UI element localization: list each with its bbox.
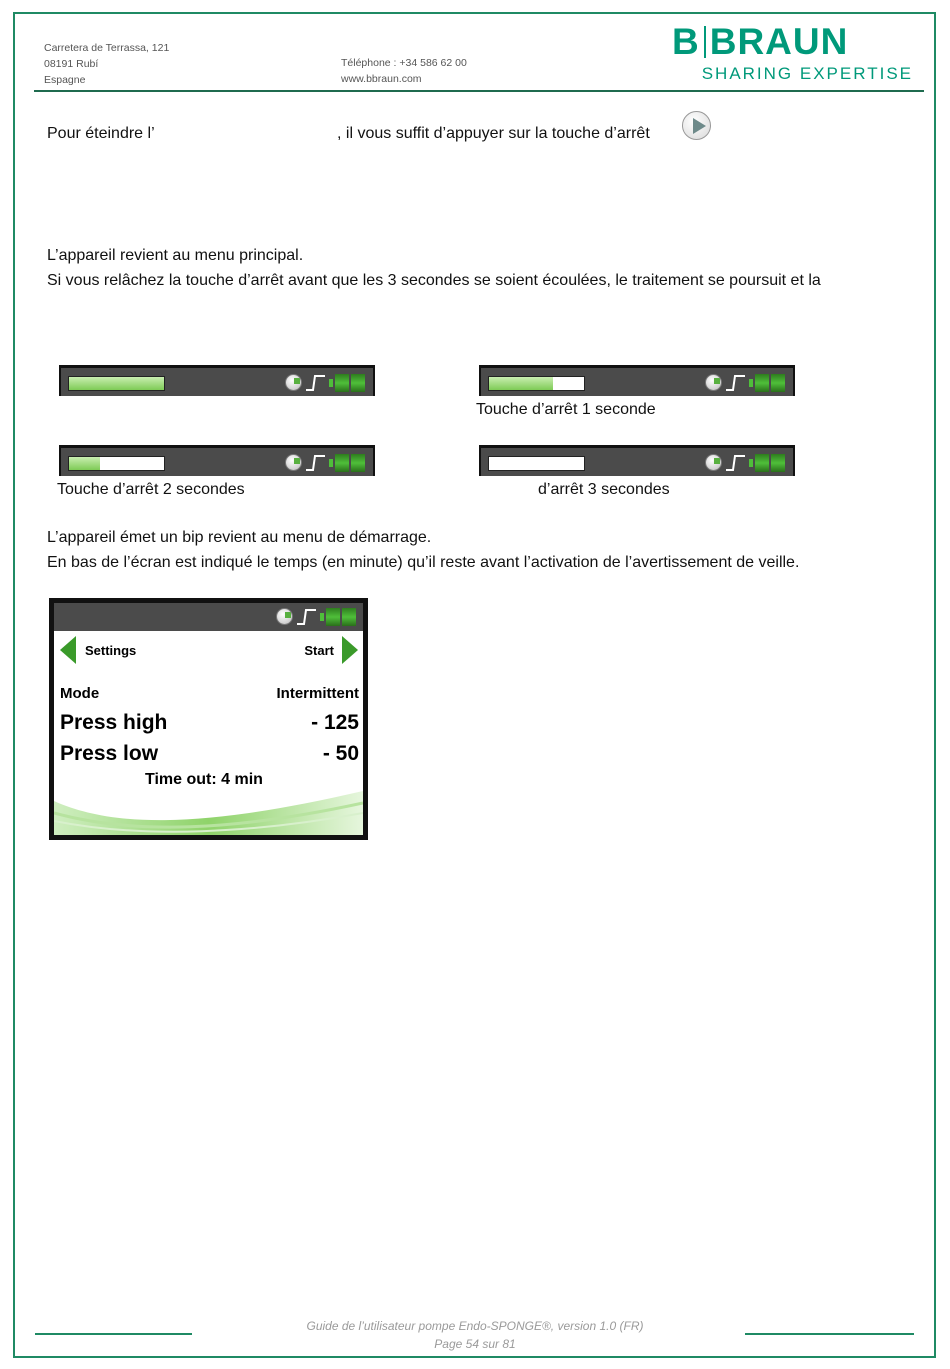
para3-line2: En bas de l’écran est indiqué le temps (en minute) qu’il reste avant l’activation de l’avertissement de veille. <box>47 554 800 571</box>
para2-line1: L’appareil revient au menu principal. <box>47 247 304 264</box>
caption-1s: Touche d’arrêt 1 seconde <box>476 401 656 418</box>
clock-icon <box>705 374 722 391</box>
progress-fill <box>69 457 100 470</box>
clock-icon <box>276 608 293 625</box>
logo-b: B <box>672 21 700 62</box>
para3-line1: L’appareil émet un bip revient au menu de démarrage. <box>47 529 432 546</box>
stop-progress-bar <box>68 456 165 471</box>
stop-progress-bar <box>488 376 585 391</box>
logo-separator <box>704 26 706 58</box>
status-bar-1s <box>479 365 795 396</box>
pressure-wave-icon <box>296 607 318 627</box>
caption-2s: Touche d’arrêt 2 secondes <box>57 481 245 498</box>
press-high-value: - 125 <box>311 711 359 734</box>
pressure-wave-icon <box>305 453 327 473</box>
arrow-left-icon[interactable] <box>60 636 76 664</box>
settings-nav[interactable]: Settings <box>85 643 137 658</box>
arrow-right-icon[interactable] <box>342 636 358 664</box>
address-line-1: Carretera de Terrassa, 121 <box>44 42 170 54</box>
company-contact <box>341 55 467 87</box>
mode-label: Mode <box>60 685 100 702</box>
stop-progress-bar <box>488 456 585 471</box>
battery-icon <box>749 374 787 392</box>
press-high-label: Press high <box>60 711 168 734</box>
press-low-value: - 50 <box>322 742 359 765</box>
status-icons <box>285 451 375 475</box>
para2-line2: Si vous relâchez la touche d’arrêt avant que les 3 secondes se soient écoulées, le traitement se poursuit et la <box>47 272 821 289</box>
logo-tagline: SHARING EXPERTISE <box>701 64 913 83</box>
device-start-screen <box>49 598 368 840</box>
stop-key-icon <box>682 111 711 140</box>
battery-icon <box>320 608 358 626</box>
caption-3s: d’arrêt 3 secondes <box>538 481 670 498</box>
clock-icon <box>705 454 722 471</box>
timeout-text: Time out: 4 min <box>145 771 263 788</box>
company-address <box>44 40 169 88</box>
pressure-wave-icon <box>305 373 327 393</box>
progress-fill <box>489 377 553 390</box>
play-triangle-icon <box>693 118 706 134</box>
para1-start: Pour éteindre l’ <box>47 125 155 142</box>
address-line-2: 08191 Rubí <box>44 58 99 70</box>
footer-rule-right <box>745 1333 914 1335</box>
footer-rule-left <box>35 1333 192 1335</box>
battery-icon <box>329 454 367 472</box>
footer-page-number: Page 54 sur 81 <box>434 1337 516 1351</box>
status-bar-full <box>59 365 375 396</box>
footer-guide-title: Guide de l’utilisateur pompe Endo-SPONGE®, version 1.0 (FR) <box>306 1319 644 1333</box>
mode-value: Intermittent <box>276 685 359 702</box>
status-icons <box>705 371 795 395</box>
battery-icon <box>329 374 367 392</box>
clock-icon <box>285 374 302 391</box>
para1-end: , il vous suffit d’appuyer sur la touche d’arrêt <box>337 125 650 142</box>
status-bar-3s <box>479 445 795 476</box>
status-bar-2s <box>59 445 375 476</box>
stop-progress-bar <box>68 376 165 391</box>
logo-wordmark <box>672 22 848 62</box>
address-line-3: Espagne <box>44 74 86 86</box>
logo-braun: BRAUN <box>709 21 849 62</box>
start-nav[interactable]: Start <box>304 643 334 658</box>
device-status-bar <box>54 603 363 631</box>
website-link[interactable]: www.bbraun.com <box>341 73 422 85</box>
pressure-wave-icon <box>725 373 747 393</box>
press-low-label: Press low <box>60 742 159 765</box>
phone-number: Téléphone : +34 586 62 00 <box>341 57 467 69</box>
status-icons <box>276 605 366 629</box>
battery-icon <box>749 454 787 472</box>
progress-fill <box>69 377 164 390</box>
pressure-wave-icon <box>725 453 747 473</box>
status-icons <box>705 451 795 475</box>
header-divider <box>34 90 924 92</box>
bbraun-logo <box>672 22 917 84</box>
clock-icon <box>285 454 302 471</box>
status-icons <box>285 371 375 395</box>
